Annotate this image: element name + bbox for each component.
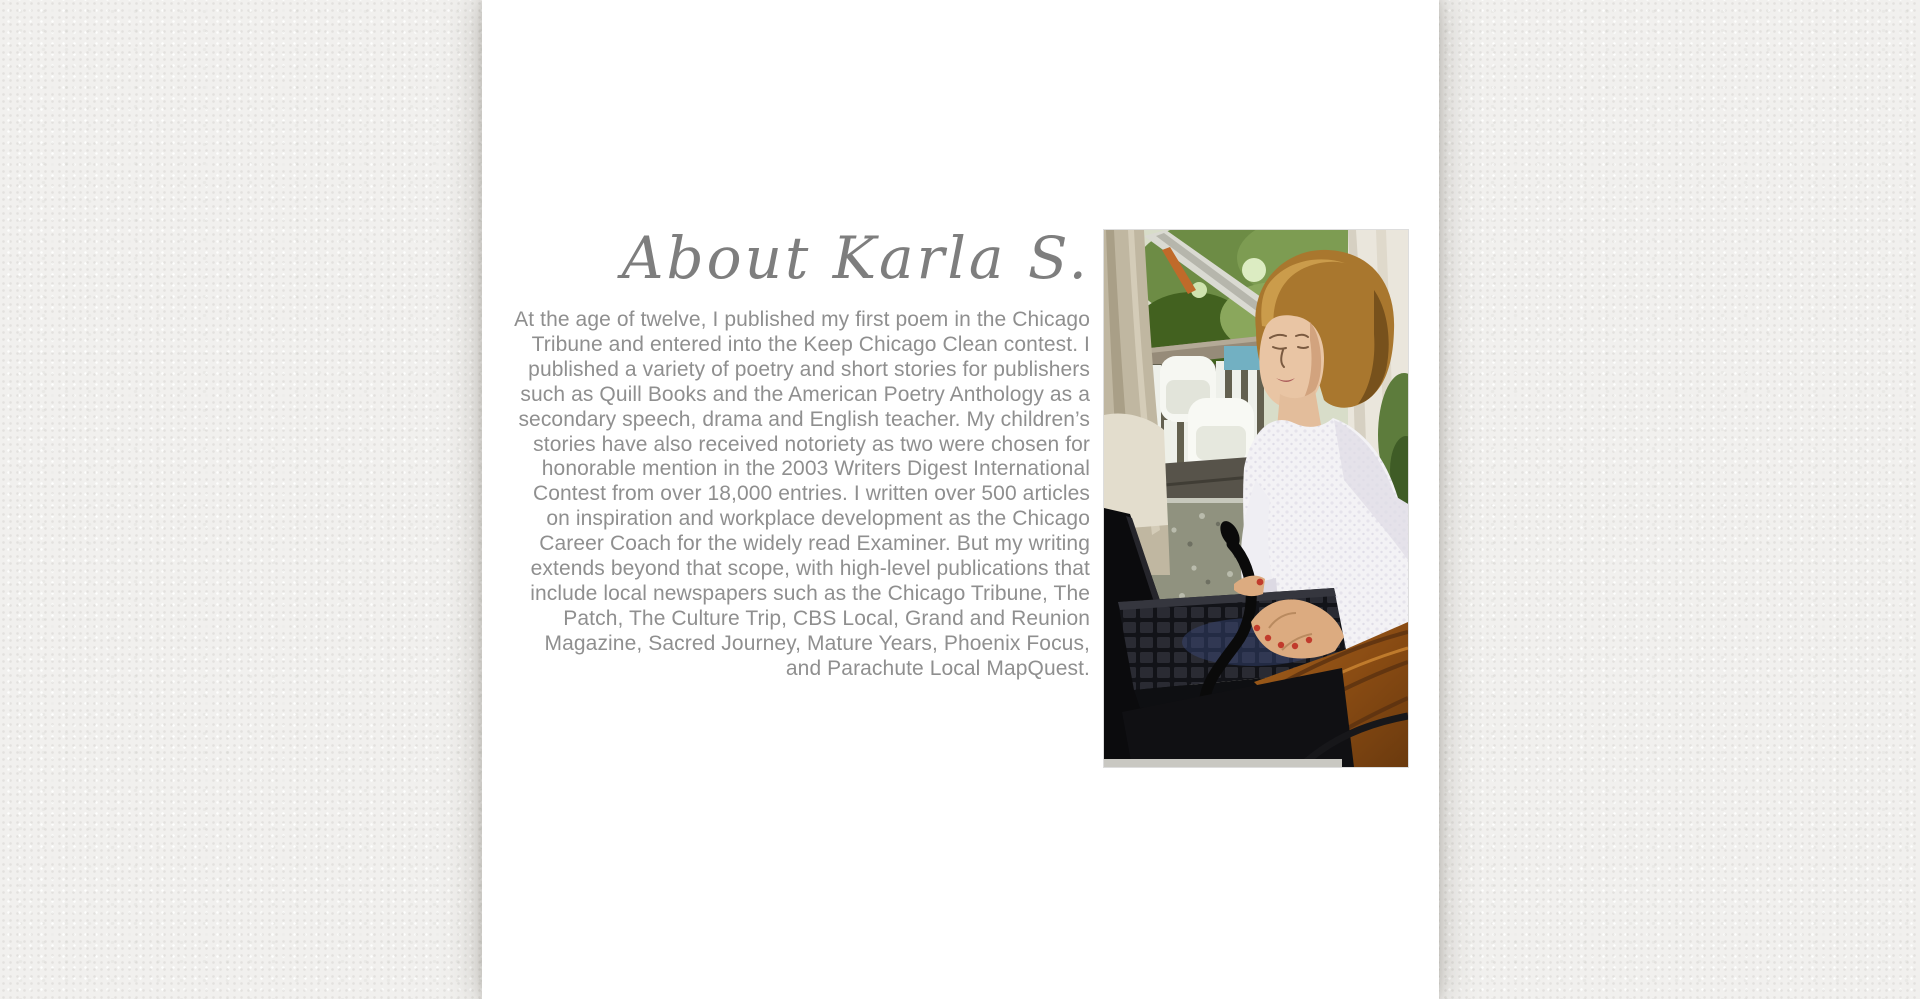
bio-text: At the age of twelve, I published my first poem in the Chicago Tribune and entered into the Keep Chicago Clean contest. I published a variety of poetry and short stories for publishers such as Quill Books and the American Poetry Anthology as a secondary speech, drama and English teacher. My children’s stories have also received notoriety as two were chosen for honorable mention in the 2003 Writers Digest International Contest from over 18,000 entries. I written over 500 articles on inspiration and workplace development as the Chicago Career Coach for the widely read Examiner. But my writing extends beyond that scope, with high-level publications that include local newspapers such as the Chicago Tribune, The Patch, The Culture Trip, CBS Local, Grand and Reunion Magazine, Sacred Journey, Mature Years, Phoenix Focus, and Parachute Local MapQuest. [514,308,1090,680]
about-page [482,0,1439,999]
page-title: About Karla S. [621,224,1090,292]
portrait-photo [1104,230,1408,767]
portrait-photo-art [1104,230,1408,767]
